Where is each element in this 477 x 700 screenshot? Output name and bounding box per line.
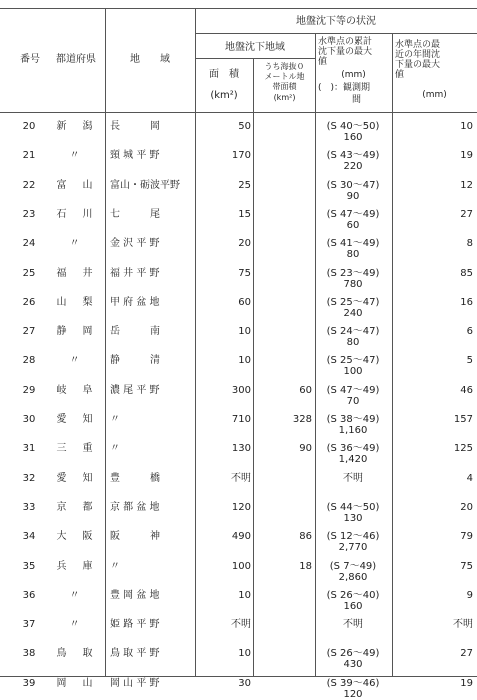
header-region: 地 域 (130, 54, 170, 65)
header-sea-line3: 帯面積 (272, 82, 297, 91)
cell-cumulative-max: 1,160 (338, 425, 368, 436)
cell-cumulative-max: 2,770 (338, 542, 368, 554)
cell-region: 福 井 平 野 (110, 267, 160, 279)
header-recent-line1: 水準点の最 (395, 40, 441, 50)
cell-recent-max: 20 (460, 501, 473, 513)
cell-period: (S 47～49) (326, 208, 380, 220)
cell-num: 27 (22, 326, 36, 338)
cell-region: 七 尾 (110, 208, 160, 220)
cell-period: (S 30～47) (326, 179, 380, 191)
cell-num: 31 (22, 443, 36, 455)
cell-recent-max: 157 (453, 414, 473, 425)
cell-area: 300 (231, 384, 251, 396)
cell-num: 25 (22, 267, 36, 279)
cell-area: 10 (238, 326, 251, 338)
cell-cumulative-max: 70 (346, 395, 360, 407)
cell-region: 豊 岡 盆 地 (110, 589, 160, 601)
cell-period: (S 40～50) (326, 121, 380, 132)
header-area-unit: (km²) (210, 90, 238, 101)
cell-area: 120 (231, 501, 251, 513)
cell-num: 23 (22, 208, 36, 220)
cell-area: 100 (231, 560, 251, 572)
cell-area: 15 (238, 208, 251, 220)
cell-area: 50 (238, 121, 251, 132)
cell-pref: 大 阪 (56, 531, 96, 543)
cell-recent-max: 19 (460, 150, 473, 162)
cell-period: (S 24～47) (326, 326, 380, 338)
cell-area: 30 (238, 677, 251, 689)
cell-num: 26 (22, 296, 36, 308)
cell-region: 阪 神 (110, 531, 160, 543)
cell-region: 岳 南 (110, 326, 160, 338)
cell-region: 長 岡 (110, 121, 160, 132)
cell-period: (S 36～49) (326, 443, 380, 455)
cell-num: 21 (22, 150, 36, 162)
cell-area: 10 (238, 355, 251, 367)
cell-recent-max: 不明 (453, 619, 473, 631)
cell-region: 富山・砺波平野 (110, 179, 180, 191)
cell-num: 39 (22, 677, 36, 689)
cell-region: 〃 (110, 560, 120, 572)
cell-cumulative-max: 2,860 (338, 571, 368, 583)
cell-area: 10 (238, 589, 251, 601)
header-cum-unit: (mm) (341, 70, 366, 80)
cell-region: 豊 橋 (110, 472, 160, 484)
cell-recent-max: 75 (460, 560, 473, 572)
cell-recent-max: 10 (460, 121, 473, 132)
cell-area: 710 (231, 414, 251, 425)
cell-cumulative-max: 240 (343, 307, 363, 319)
cell-pref: 岐 阜 (56, 384, 96, 396)
cell-pref: 〃 (69, 238, 83, 250)
cell-cumulative-max: 120 (343, 688, 363, 700)
header-cum-line2: 沈下量の最大 (318, 47, 373, 57)
cell-num: 32 (22, 472, 36, 484)
cell-pref: 静 岡 (56, 326, 96, 338)
cell-region: 〃 (110, 414, 120, 425)
cell-area: 25 (238, 179, 251, 191)
cell-cumulative-max: 130 (343, 512, 363, 524)
cell-pref: 石 川 (56, 208, 96, 220)
cell-sea-level-area: 328 (292, 414, 312, 425)
cell-pref: 京 都 (56, 501, 96, 513)
cell-num: 38 (22, 648, 36, 660)
top-rule (0, 8, 477, 9)
cell-num: 33 (22, 501, 36, 513)
cell-sea-level-area: 18 (299, 560, 312, 572)
cell-area: 130 (231, 443, 251, 455)
cell-region: 濃 尾 平 野 (110, 384, 160, 396)
cell-recent-max: 79 (460, 531, 473, 543)
cell-recent-max: 27 (460, 648, 473, 660)
cell-pref: 〃 (69, 589, 83, 601)
cell-period: (S 7～49) (329, 560, 377, 572)
cell-recent-max: 6 (466, 326, 473, 338)
cell-pref: 山 梨 (56, 296, 96, 308)
col-rule-region-area (195, 8, 196, 676)
cell-num: 37 (22, 619, 36, 631)
cell-recent-max: 12 (460, 179, 473, 191)
cell-area: 75 (238, 267, 251, 279)
header-status: 地盤沈下等の状況 (296, 16, 376, 27)
cell-pref: 岡 山 (56, 677, 96, 689)
cell-recent-max: 46 (460, 384, 473, 396)
cell-period: (S 23～49) (326, 267, 380, 279)
cell-num: 28 (22, 355, 36, 367)
cell-period: (S 44～50) (326, 501, 380, 513)
header-recent-line4: 値 (395, 70, 405, 80)
cell-region: 姫 路 平 野 (110, 619, 160, 631)
cell-recent-max: 19 (460, 677, 473, 689)
cell-recent-max: 27 (460, 208, 473, 220)
cell-sea-level-area: 86 (299, 531, 312, 543)
cell-num: 20 (22, 121, 36, 132)
header-recent-unit: (mm) (422, 90, 447, 100)
cell-period: (S 41～49) (326, 238, 380, 250)
cell-region: 鳥 取 平 野 (110, 648, 160, 660)
cell-num: 30 (22, 414, 36, 425)
cell-sea-level-area: 90 (299, 443, 312, 455)
header-sea-unit: (km²) (273, 93, 296, 102)
col-rule-area-sea (253, 58, 254, 676)
cell-area: 不明 (231, 472, 251, 484)
cell-pref: 〃 (69, 150, 83, 162)
cell-region: 岡 山 平 野 (110, 677, 160, 689)
status-sub-rule (195, 33, 477, 34)
cell-area: 170 (231, 150, 251, 162)
header-cum-line1: 水準点の累計 (318, 37, 373, 47)
cell-cumulative-max: 80 (346, 337, 360, 349)
cell-cumulative-max: 780 (343, 278, 363, 290)
cell-period: (S 47～49) (326, 384, 380, 396)
header-cum-note1: ( )：観測期 (318, 83, 371, 93)
cell-cumulative-max: 220 (343, 161, 363, 173)
cell-region: 甲 府 盆 地 (110, 296, 160, 308)
cell-num: 22 (22, 179, 36, 191)
cell-period: 不明 (343, 472, 363, 484)
cell-area: 20 (238, 238, 251, 250)
cell-recent-max: 9 (466, 589, 473, 601)
cell-recent-max: 5 (466, 355, 473, 367)
cell-area: 10 (238, 648, 251, 660)
cell-recent-max: 125 (453, 443, 473, 455)
header-recent-line2: 近の年間沈 (395, 50, 441, 60)
cell-pref: 三 重 (56, 443, 96, 455)
header-pref: 都道府県 (56, 54, 96, 65)
header-cum-line3: 値 (318, 57, 328, 67)
cell-period: (S 38～49) (326, 414, 380, 425)
cell-area: 不明 (231, 619, 251, 631)
cell-num: 34 (22, 531, 36, 543)
cell-pref: 愛 知 (56, 414, 96, 425)
header-cum-note2: 間 (352, 95, 362, 105)
cell-pref: 新 潟 (56, 121, 96, 132)
header-num: 番号 (20, 54, 40, 65)
subsidence-area-sub-rule (195, 58, 315, 59)
header-bottom-rule (0, 112, 477, 113)
cell-region: 京 都 盆 地 (110, 501, 160, 513)
cell-region: 〃 (110, 443, 120, 455)
header-recent-line3: 下量の最大 (395, 60, 441, 70)
cell-period: 不明 (343, 619, 363, 631)
cell-pref: 愛 知 (56, 472, 96, 484)
cell-period: (S 25～47) (326, 296, 380, 308)
col-rule-pref-region (105, 8, 106, 676)
cell-cumulative-max: 90 (346, 190, 360, 202)
cell-region: 金 沢 平 野 (110, 238, 160, 250)
header-subsidence-area: 地盤沈下地域 (225, 42, 285, 53)
cell-period: (S 12～46) (326, 531, 380, 543)
cell-region: 静 清 (110, 355, 160, 367)
cell-cumulative-max: 160 (343, 132, 363, 143)
cell-cumulative-max: 430 (343, 659, 363, 671)
cell-cumulative-max: 60 (346, 219, 360, 231)
header-sea-line1: うち海抜０ (264, 62, 305, 71)
cell-recent-max: 85 (460, 267, 473, 279)
cell-cumulative-max: 160 (343, 600, 363, 612)
cell-pref: 〃 (69, 355, 83, 367)
cell-period: (S 26～40) (326, 589, 380, 601)
cell-period: (S 25～47) (326, 355, 380, 367)
cell-cumulative-max: 80 (346, 249, 360, 261)
cell-recent-max: 8 (466, 238, 473, 250)
header-area: 面 積 (209, 69, 239, 80)
cell-period: (S 26～49) (326, 648, 380, 660)
cell-num: 35 (22, 560, 36, 572)
cell-area: 490 (231, 531, 251, 543)
cell-recent-max: 16 (460, 296, 473, 308)
cell-period: (S 39～46) (326, 677, 380, 689)
cell-period: (S 43～49) (326, 150, 380, 162)
cell-num: 36 (22, 589, 36, 601)
cell-sea-level-area: 60 (299, 384, 312, 396)
header-sea-line2: メートル地 (264, 72, 305, 81)
cell-recent-max: 4 (466, 472, 473, 484)
cell-pref: 〃 (69, 619, 83, 631)
cell-cumulative-max: 1,420 (338, 454, 368, 466)
cell-pref: 福 井 (56, 267, 96, 279)
cell-pref: 兵 庫 (56, 560, 96, 572)
cell-num: 24 (22, 238, 36, 250)
cell-cumulative-max: 100 (343, 366, 363, 378)
cell-num: 29 (22, 384, 36, 396)
cell-pref: 鳥 取 (56, 648, 96, 660)
cell-region: 頸 城 平 野 (110, 150, 160, 162)
cell-area: 60 (238, 296, 251, 308)
cell-pref: 富 山 (56, 179, 96, 191)
